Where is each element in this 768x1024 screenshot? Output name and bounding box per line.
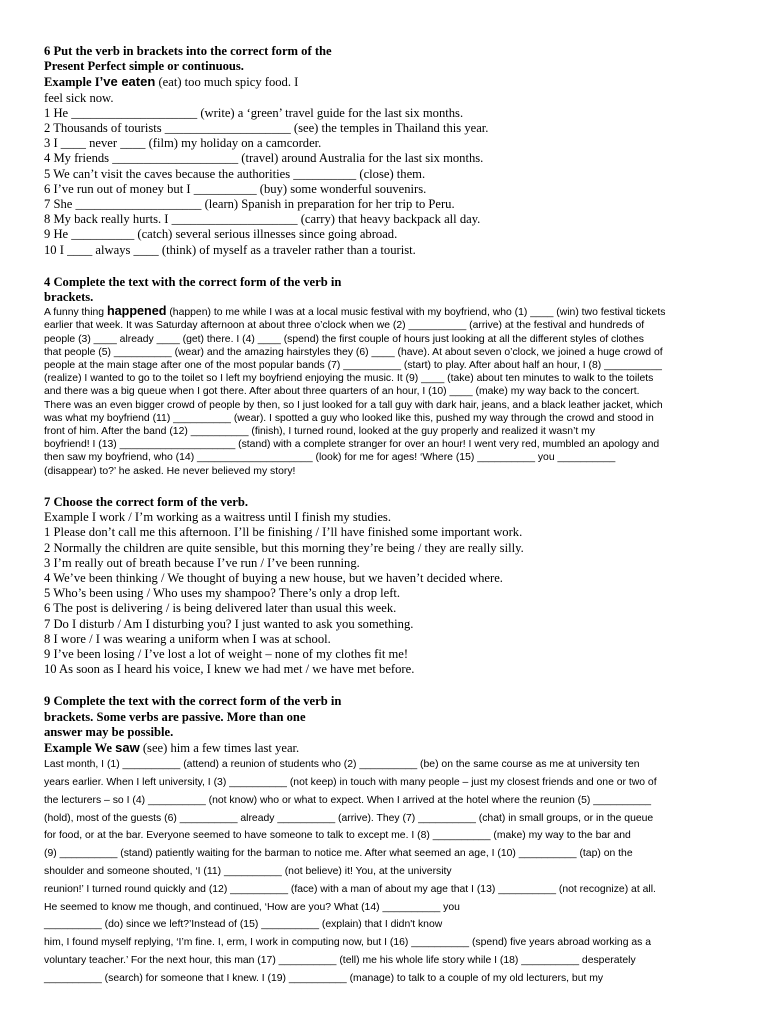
exercise-9-text-line: Last month, I (1) __________ (attend) a reunion of students who (2) __________ (be) on the same course as me at university ten: [44, 759, 640, 771]
exercise-9-text-line: (hold), most of the guests (6) __________ already __________ (arrive). They (7) __________ (chat) in small groups, or in the queue: [44, 812, 654, 824]
exercise-9-text-line: (9) __________ (stand) patiently waiting for the barman to notice me. After what seemed an age, I (10) __________ (tap) on the: [44, 848, 633, 860]
exercise-7-item: 9 I’ve been losing / I’ve lost a lot of weight – none of my clothes fit me!: [44, 646, 409, 661]
exercise-9-text-line: __________ (do) since we left?’Instead of (15) __________ (explain) that I didn't know: [44, 919, 443, 931]
exercise-9-text-line: years earlier. When I left university, I (3) __________ (not keep) in touch with many people – just my closest friends and one or two of: [44, 776, 657, 788]
exercise-9-text-line: He seemed to know me though, and continued, ‘How are you? What (14) __________ you: [44, 901, 460, 913]
exercise-9-text-line: shoulder and someone shouted, ‘I (11) __________ (not believe) it! You, at the university: [44, 865, 452, 877]
example-text: (eat) too much spicy food. I: [155, 75, 299, 90]
text-span: (happen) to me while I was at a local music festival with my boyfriend, who (1) ____ (win) two festival tickets: [166, 307, 666, 319]
exercise-7: [44, 495, 734, 677]
exercise-6-item: 8 My back really hurts. I ____________________ (carry) that heavy backpack all day.: [44, 212, 481, 227]
exercise-9-text-line: the lecturers – so I (4) __________ (not know) who or what to expect. When I arrived at the hotel where the reunion (5) __________: [44, 794, 652, 806]
exercise-6-item: 1 He ____________________ (write) a ‘green’ travel guide for the last six months.: [44, 105, 464, 120]
example-answer: ’ve eaten: [99, 74, 156, 90]
exercise-9-text-line: him, I found myself replying, ‘I’m fine. I, erm, I work in computing now, but I (16) __________ (spend) five years abroad working as a: [44, 937, 651, 949]
exercise-9-title-line3: answer may be possible.: [44, 724, 174, 739]
exercise-4-text-line: people (3) ____ already ____ (get) there. I (4) ____ (spend) the first couple of hours just looking at all the different styles of clothes: [44, 333, 644, 345]
exercise-9-example: [44, 740, 734, 756]
exercise-9: [44, 694, 734, 987]
exercise-4-text-line: boyfriend! I (13) ____________________ (stand) with a complete stranger for over an hour! I went very red, mumbled an apology and: [44, 439, 660, 451]
exercise-9-title-line1: 9 Complete the text with the correct form of the verb in: [44, 694, 342, 709]
exercise-6-item: 10 I ____ always ____ (think) of myself as a traveler rather than a tourist.: [44, 242, 416, 257]
text-span: A funny thing: [44, 307, 107, 319]
exercise-6-title-line1: 6 Put the verb in brackets into the correct form of the: [44, 44, 332, 58]
exercise-6-item: 3 I ____ never ____ (film) my holiday on a camcorder.: [44, 136, 322, 151]
exercise-4-text-line: that people (5) __________ (wear) and the amazing hairstyles they (6) ____ (have). At about seven o’clock, we joined a huge crowd of: [44, 346, 663, 358]
exercise-9-text-line: __________ (search) for someone that I knew. I (19) __________ (manage) to talk to a couple of my old lecturers, but my: [44, 972, 604, 984]
exercise-6-example-cont: feel sick now.: [44, 90, 114, 105]
exercise-4-title-line2: brackets.: [44, 290, 94, 305]
exercise-9-text-line: reunion!’ I turned round quickly and (12) __________ (face) with a man of about my age that I (13) __________ (not recognize) at all.: [44, 883, 656, 895]
exercise-6-item: 4 My friends ____________________ (travel) around Australia for the last six months.: [44, 151, 484, 166]
exercise-6-item: 9 He __________ (catch) several serious illnesses since going abroad.: [44, 227, 398, 242]
exercise-4-text-line: was what my boyfriend (11) __________ (wear). I spotted a guy who looked like this, pushed my way through the crowd and stood in: [44, 412, 654, 424]
exercise-7-item: 4 We’ve been thinking / We thought of buying a new house, but we haven’t decided where.: [44, 570, 503, 585]
exercise-7-item: 5 Who’s been using / Who uses my shampoo? There’s only a drop left.: [44, 586, 401, 601]
exercise-4-text-line: earlier that week. It was Saturday afternoon at about three o’clock when we (2) __________ (arrive) at the festival and hundreds of: [44, 320, 645, 332]
exercise-4-text-line: front of him. After the band (12) __________ (finish), I turned round, looked at the guy properly and realized it wasn’t my: [44, 426, 596, 438]
exercise-4-text-line: then saw my boyfriend, who (14) ____________________ (look) for me for ages! ‘Where (15) __________ you __________: [44, 452, 616, 464]
exercise-4-text-line: (realize) I wanted to go to the toilet so I left my boyfriend enjoying the music. It (9) ____ (take) about ten minutes to walk to the toilets: [44, 373, 654, 385]
exercise-6-title-line2: Present Perfect simple or continuous.: [44, 59, 244, 74]
exercise-4: [44, 275, 734, 478]
exercise-7-title: 7 Choose the correct form of the verb.: [44, 494, 248, 509]
exercise-6-item: 5 We can’t visit the caves because the authorities __________ (close) them.: [44, 166, 426, 181]
exercise-7-item: 3 I’m really out of breath because I’ve run / I’ve been running.: [44, 555, 360, 570]
example-label: Example I: [44, 75, 100, 90]
example-answer: happened: [106, 304, 167, 319]
exercise-6-item: 2 Thousands of tourists ____________________ (see) the temples in Thailand this year.: [44, 121, 489, 136]
exercise-7-item: 10 As soon as I heard his voice, I knew we had met / we have met before.: [44, 662, 415, 677]
exercise-4-text-line: [44, 305, 734, 319]
example-answer: saw: [115, 739, 140, 755]
exercise-4-text-line: (disappear) to?’ he asked. He never believed my story!: [44, 465, 296, 477]
exercise-7-item: 6 The post is delivering / is being delivered later than usual this week.: [44, 601, 397, 616]
exercise-6-item: 7 She ____________________ (learn) Spanish in preparation for her trip to Peru.: [44, 197, 455, 212]
exercise-6-example: [44, 74, 734, 90]
exercise-6: [44, 44, 734, 258]
exercise-4-title-line1: 4 Complete the text with the correct form of the verb in: [44, 274, 342, 289]
exercise-4-text-line: There was an even bigger crowd of people by then, so I just looked for a tall guy with dark hair, jeans, and a black leather jacket, which: [44, 399, 663, 411]
worksheet-page: [44, 44, 734, 988]
example-text: (see) him a few times last year.: [139, 740, 300, 755]
exercise-7-item: 7 Do I disturb / Am I disturbing you? I just wanted to ask you something.: [44, 616, 414, 631]
exercise-4-text-line: and there was a big queue when I got there. After about three quarters of an hour, I (10) ____ (make) my way back to the concert.: [44, 386, 640, 398]
exercise-7-item: 1 Please don’t call me this afternoon. I’ll be finishing / I’ll have finished some important work.: [44, 525, 523, 540]
exercise-7-item: 8 I wore / I was wearing a uniform when I was at school.: [44, 631, 331, 646]
exercise-9-title-line2: brackets. Some verbs are passive. More than one: [44, 709, 306, 724]
exercise-9-text-line: for food, or at the bar. Everyone seemed to have someone to talk to except me. I (8) __________ (make) my way to the bar and: [44, 830, 631, 842]
exercise-6-item: 6 I’ve run out of money but I __________ (buy) some wonderful souvenirs.: [44, 181, 427, 196]
example-label: Example We: [44, 740, 116, 755]
exercise-4-text-line: people at the main stage after one of the most popular bands (7) __________ (start) to play. After about half an hour, I (8) __________: [44, 360, 662, 372]
exercise-9-text-line: voluntary teacher.’ For the next hour, this man (17) __________ (tell) me his whole life story while I (18) __________ desperately: [44, 954, 636, 966]
exercise-7-item: 2 Normally the children are quite sensible, but this morning they’re being / they are really silly.: [44, 540, 524, 555]
exercise-7-example: Example I work / I’m working as a waitress until I finish my studies.: [44, 510, 391, 525]
